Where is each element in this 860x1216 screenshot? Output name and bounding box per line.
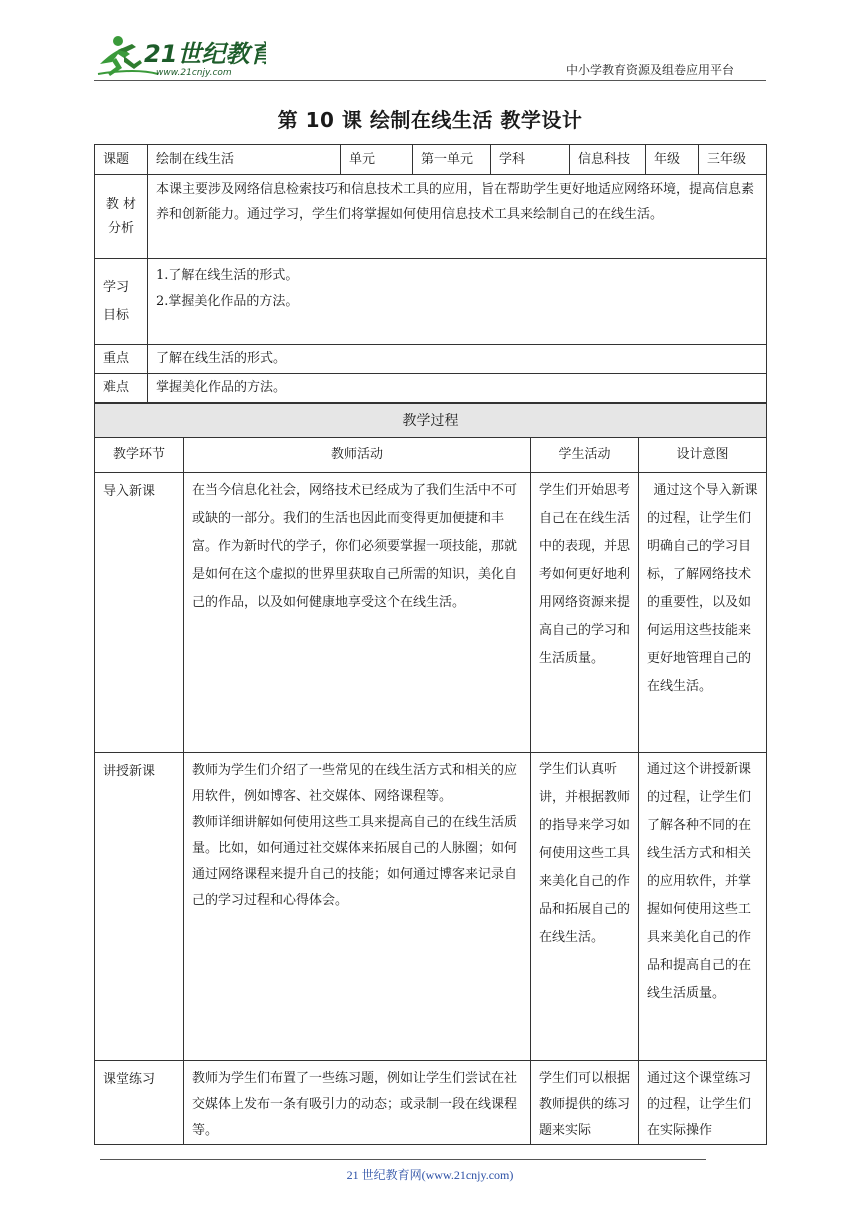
- difficulty-text: 掌握美化作品的方法。: [148, 374, 767, 403]
- objectives-label: [95, 259, 148, 345]
- objectives-label-line1: 学习: [103, 279, 130, 295]
- teacher-paragraph: 教师详细讲解如何使用这些工具来提高自己的在线生活质量。比如，如何通过社交媒体来拓展自己的人脉圈；如何通过网络课程来提升自己的技能；如何通过博客来记录自己的学习过程和心得体会。: [192, 815, 518, 908]
- header-divider: [94, 80, 766, 81]
- grade-label: 年级: [646, 145, 699, 175]
- course-info-table: [94, 144, 767, 403]
- svg-text:21世纪教育: 21世纪教育: [144, 40, 266, 68]
- teacher-activity-cell: [184, 753, 531, 1061]
- design-intent-cell: 通过这个导入新课的过程，让学生们明确自己的学习目标，了解网络技术的重要性，以及如何运用这些技能来更好地管理自己的在线生活。: [639, 473, 767, 753]
- column-header-teacher: 教师活动: [184, 438, 531, 473]
- teacher-activity-cell: 在当今信息化社会，网络技术已经成为了我们生活中不可或缺的一部分。我们的生活也因此而变得更加便捷和丰富。作为新时代的学子，你们必须要掌握一项技能，那就是如何在这个虚拟的世界里获取自己所需的知识，美化自己的作品，以及如何健康地享受这个在线生活。: [184, 473, 531, 753]
- unit-label: 单元: [341, 145, 413, 175]
- objective-item: 1.了解在线生活的形式。: [156, 268, 299, 283]
- table-row: [95, 1061, 767, 1145]
- key-point-text: 了解在线生活的形式。: [148, 345, 767, 374]
- unit-value: 第一单元: [413, 145, 491, 175]
- site-logo[interactable]: [96, 34, 266, 80]
- course-value: 绘制在线生活: [148, 145, 341, 175]
- footer-link[interactable]: 21 世纪教育网(www.21cnjy.com): [346, 1168, 514, 1182]
- design-intent-cell: 通过这个课堂练习的过程，让学生们在实际操作: [639, 1061, 767, 1145]
- footer-divider: [100, 1159, 706, 1160]
- stage-cell: 讲授新课: [95, 753, 184, 1061]
- analysis-label: [95, 175, 148, 259]
- teacher-paragraph: 教师为学生们介绍了一些常见的在线生活方式和相关的应用软件，例如博客、社交媒体、网络课程等。: [192, 763, 518, 804]
- grade-value: 三年级: [699, 145, 767, 175]
- difficulty-label: 难点: [95, 374, 148, 403]
- process-title: 教学过程: [95, 404, 767, 438]
- key-point-label: 重点: [95, 345, 148, 374]
- analysis-label-line2: 分析: [107, 220, 134, 236]
- objectives-list: [148, 259, 767, 345]
- table-row: [95, 473, 767, 753]
- stage-cell: 导入新课: [95, 473, 184, 753]
- column-header-student: 学生活动: [531, 438, 639, 473]
- analysis-text: 本课主要涉及网络信息检索技巧和信息技术工具的应用，旨在帮助学生更好地适应网络环境，提高信息素养和创新能力。通过学习，学生们将掌握如何使用信息技术工具来绘制自己的在线生活。: [148, 175, 767, 259]
- objectives-label-line2: 目标: [103, 307, 130, 323]
- design-intent-cell: 通过这个讲授新课的过程，让学生们了解各种不同的在线生活方式和相关的应用软件，并掌握如何使用这些工具来美化自己的作品和提高自己的在线生活质量。: [639, 753, 767, 1061]
- column-header-stage: 教学环节: [95, 438, 184, 473]
- course-label: 课题: [95, 145, 148, 175]
- page-title: 第 10 课 绘制在线生活 教学设计: [277, 108, 583, 132]
- analysis-label-line1: 教 材: [105, 196, 137, 212]
- subject-label: 学科: [491, 145, 570, 175]
- teacher-activity-cell: 教师为学生们布置了一些练习题，例如让学生们尝试在社交媒体上发布一条有吸引力的动态；或录制一段在线课程等。: [184, 1061, 531, 1145]
- student-activity-cell: 学生们开始思考自己在在线生活中的表现，并思考如何更好地利用网络资源来提高自己的学习和生活质量。: [531, 473, 639, 753]
- teaching-process-table: [94, 403, 767, 1145]
- objective-item: 2.掌握美化作品的方法。: [156, 294, 299, 309]
- column-header-intent: 设计意图: [639, 438, 767, 473]
- stage-cell: 课堂练习: [95, 1061, 184, 1145]
- subject-value: 信息科技: [570, 145, 646, 175]
- platform-name: 中小学教育资源及组卷应用平台: [566, 63, 735, 77]
- student-activity-cell: 学生们认真听讲，并根据教师的指导来学习如何使用这些工具来美化自己的作品和拓展自己的在线生活。: [531, 753, 639, 1061]
- student-activity-cell: 学生们可以根据教师提供的练习题来实际: [531, 1061, 639, 1145]
- table-row: [95, 753, 767, 1061]
- svg-text:www.21cnjy.com: www.21cnjy.com: [156, 68, 232, 78]
- logo-runner-icon: [96, 34, 266, 80]
